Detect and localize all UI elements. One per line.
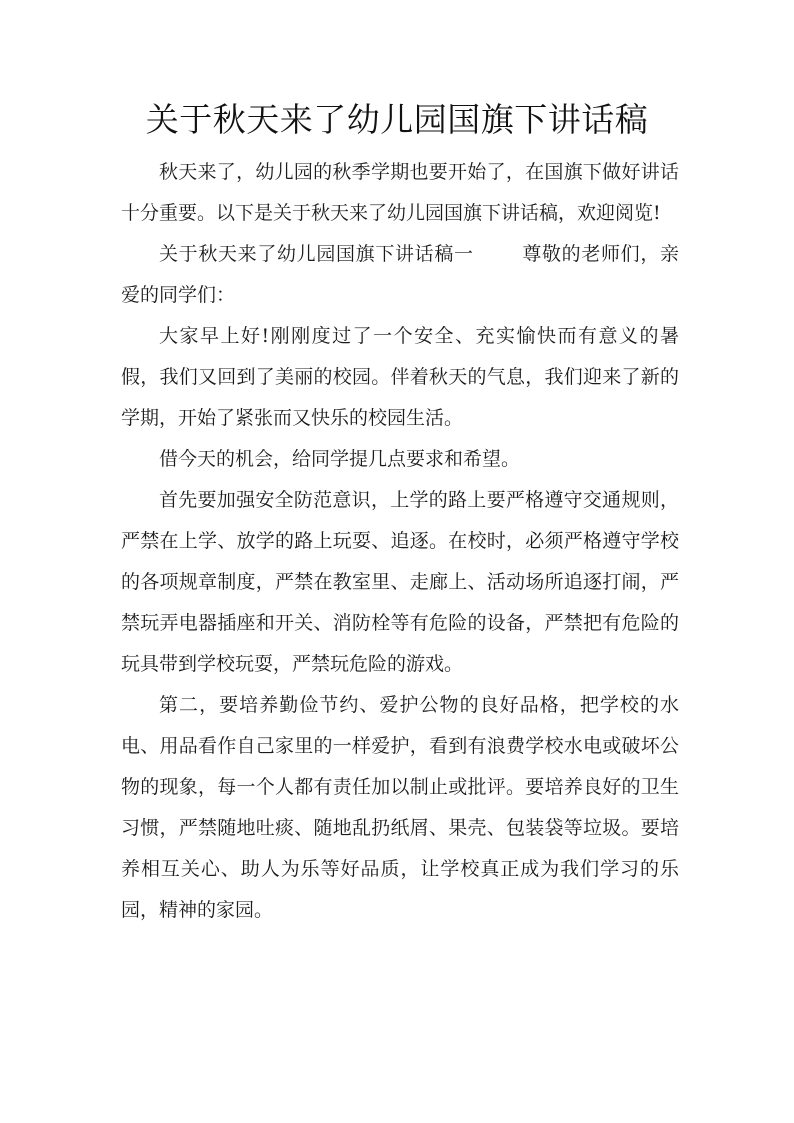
body-paragraph: 大家早上好!刚刚度过了一个安全、充实愉快而有意义的暑假，我们又回到了美丽的校园。伴着秋天的气息，我们迎来了新的学期，开始了紧张而又快乐的校园生活。 — [121, 325, 679, 429]
document-title: 关于秋天来了幼儿园国旗下讲话稿 — [145, 100, 649, 139]
body-paragraph: 第二，要培养勤俭节约、爱护公物的良好品格，把学校的水电、用品看作自己家里的一样爱护，看到有浪费学校水电或破坏公物的现象，每一个人都有责任加以制止或批评。要培养良好的卫生习惯，严禁随地吐痰、随地乱扔纸屑、果壳、包装袋等垃圾。要培养相互关心、助人为乐等好品质，让学校真正成为我们学习的乐园，精神的家园。 — [121, 694, 679, 921]
greeting: 尊敬的老师们，亲爱的同学们： — [121, 243, 679, 306]
section-heading: 关于秋天来了幼儿园国旗下讲话稿一 — [159, 243, 474, 265]
document-body — [121, 152, 679, 931]
body-paragraph: 首先要加强安全防范意识，上学的路上要严格遵守交通规则，严禁在上学、放学的路上玩耍、追逐。在校时，必须严格遵守学校的各项规章制度，严禁在教室里、走廊上、活动场所追逐打闹，严禁玩弄电器插座和开关、消防栓等有危险的设备，严禁把有危险的玩具带到学校玩耍，严禁玩危险的游戏。 — [121, 489, 679, 675]
body-paragraph: 借今天的机会，给同学提几点要求和希望。 — [159, 448, 521, 470]
intro-paragraph: 秋天来了，幼儿园的秋季学期也要开始了，在国旗下做好讲话十分重要。以下是关于秋天来了幼儿园国旗下讲话稿，欢迎阅览! — [121, 161, 679, 224]
speech-heading-paragraph — [121, 234, 679, 316]
